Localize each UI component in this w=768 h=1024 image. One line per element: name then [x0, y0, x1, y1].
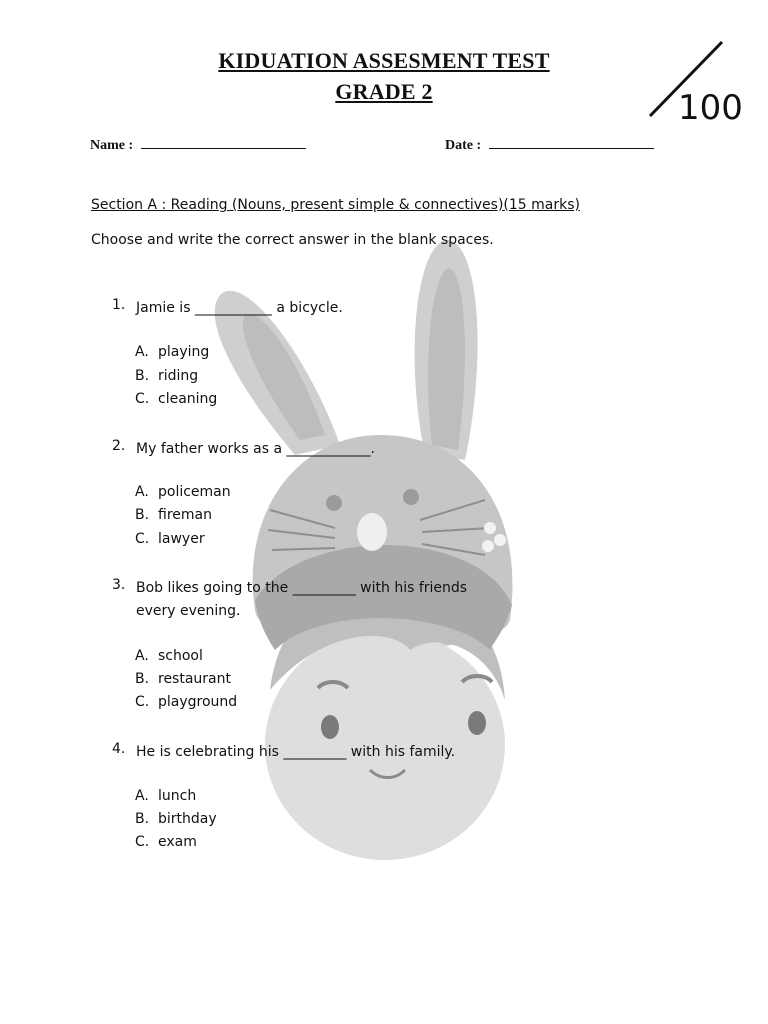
- option-4a: [135, 788, 196, 804]
- question-1: [112, 297, 496, 320]
- score-total: 100: [678, 88, 743, 128]
- option-1b: [135, 368, 198, 384]
- name-field: [90, 136, 306, 154]
- question-4: [112, 741, 496, 764]
- section-instruction: Choose and write the correct answer in the blank spaces.: [91, 232, 494, 248]
- option-letter: B.: [135, 368, 150, 384]
- option-text: playing: [158, 344, 210, 360]
- question-text: My father works as a ____________.: [136, 441, 375, 457]
- option-3a: [135, 648, 203, 664]
- date-field: [445, 136, 654, 154]
- question-text: He is celebrating his _________ with his family.: [136, 744, 456, 760]
- question-text-line: Bob likes going to the _________ with his friends: [136, 580, 468, 596]
- option-text: lunch: [158, 788, 197, 804]
- question-number: 1.: [112, 297, 126, 313]
- option-2b: [135, 507, 212, 523]
- option-text: lawyer: [158, 531, 205, 547]
- option-text: birthday: [158, 811, 217, 827]
- option-4b: [135, 811, 217, 827]
- date-blank-line[interactable]: [489, 136, 654, 149]
- score-box: [640, 38, 750, 133]
- question-number: 2.: [112, 438, 126, 454]
- option-text: cleaning: [158, 391, 218, 407]
- option-text: restaurant: [158, 671, 231, 687]
- option-letter: A.: [135, 344, 149, 360]
- option-letter: A.: [135, 788, 149, 804]
- question-text: [136, 577, 496, 623]
- question-3: [112, 577, 496, 623]
- option-text: exam: [158, 834, 197, 850]
- question-number: 4.: [112, 741, 126, 757]
- option-text: playground: [158, 694, 238, 710]
- option-text: fireman: [158, 507, 212, 523]
- question-number: 3.: [112, 577, 126, 593]
- date-label: Date :: [445, 138, 482, 153]
- option-text: school: [158, 648, 203, 664]
- question-text: Jamie is ___________ a bicycle.: [136, 300, 343, 316]
- option-letter: C.: [135, 531, 150, 547]
- option-4c: [135, 834, 197, 850]
- option-3b: [135, 671, 231, 687]
- option-letter: B.: [135, 671, 150, 687]
- option-letter: A.: [135, 484, 149, 500]
- option-letter: C.: [135, 694, 150, 710]
- option-letter: C.: [135, 391, 150, 407]
- grade-title: GRADE 2: [335, 79, 433, 104]
- option-1c: [135, 391, 217, 407]
- option-3c: [135, 694, 237, 710]
- option-letter: A.: [135, 648, 149, 664]
- name-label: Name :: [90, 138, 134, 153]
- section-title: Section A : Reading (Nouns, present simple & connectives)(15 marks): [91, 197, 580, 213]
- option-letter: B.: [135, 507, 150, 523]
- option-2a: [135, 484, 231, 500]
- test-title: KIDUATION ASSESMENT TEST: [218, 48, 550, 73]
- question-text-line: every evening.: [136, 603, 241, 619]
- name-blank-line[interactable]: [141, 136, 306, 149]
- option-1a: [135, 344, 209, 360]
- option-text: policeman: [158, 484, 231, 500]
- option-2c: [135, 531, 205, 547]
- question-2: [112, 438, 496, 461]
- option-text: riding: [158, 368, 199, 384]
- option-letter: C.: [135, 834, 150, 850]
- option-letter: B.: [135, 811, 150, 827]
